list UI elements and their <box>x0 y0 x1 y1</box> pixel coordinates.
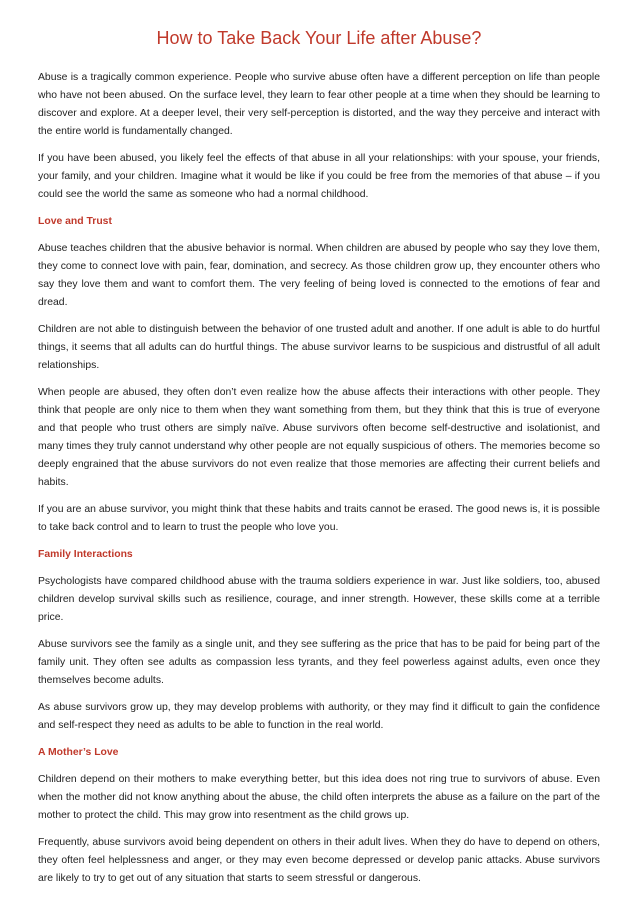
paragraph-family-1: Psychologists have compared childhood abuse with the trauma soldiers experience in war. Just like soldiers, too, abused children develop survival skills such as resilience, courage, and inner strength. However, these skills come at a terrible price. <box>38 576 600 623</box>
paragraph-love-3: When people are abused, they often don’t even realize how the abuse affects their interactions with other people. They think that people are only nice to them when they want something from them, but they think that this is true of everyone and that people who trust others are simply naïve. Abuse survivors often become self-destructive and isolationist, and many times they truly cannot understand why other people are not equally suspicious of others. The memories become so deeply engrained that the abuse survivors do not even realize that those memories are affecting their current beliefs and habits. <box>38 387 600 488</box>
page-title: How to Take Back Your Life after Abuse? <box>156 28 482 48</box>
section-heading-family-interactions: Family Interactions <box>38 549 133 560</box>
paragraph-love-2: Children are not able to distinguish between the behavior of one trusted adult and another. If one adult is able to do hurtful things, it seems that all adults can do hurtful things. The abuse survivor learns to be suspicious and distrustful of all adult relationships. <box>38 324 600 371</box>
paragraph-mother-2: Frequently, abuse survivors avoid being dependent on others in their adult lives. When they do have to depend on others, they often feel helplessness and anger, or they may even become depressed or develop panic attacks. Abuse survivors are likely to try to get out of any situation that starts to seem stressful or dangerous. <box>38 837 600 884</box>
paragraph-love-1: Abuse teaches children that the abusive behavior is normal. When children are abused by people who say they love them, they come to connect love with pain, fear, domination, and secrecy. As those children grow up, they encounter others who say they love them and want to comfort them. The very feeling of being loved is connected to the emotions of fear and dread. <box>38 243 600 308</box>
paragraph-love-4: If you are an abuse survivor, you might think that these habits and traits cannot be erased. The good news is, it is possible to take back control and to learn to trust the people who love you. <box>38 504 600 533</box>
paragraph-intro-2: If you have been abused, you likely feel the effects of that abuse in all your relationships: with your spouse, your friends, your family, and your children. Imagine what it would be like if you could be free from the memories of that abuse – if you could see the world the same as someone who had a normal childhood. <box>38 153 600 200</box>
paragraph-intro-1: Abuse is a tragically common experience. People who survive abuse often have a different perception on life than people who have not been abused. On the surface level, they learn to fear other people at a time when they should be learning to discover and explore. At a deeper level, their very self-perception is distorted, and the way they perceive and interact with the entire world is fundamentally changed. <box>38 72 600 137</box>
paragraph-family-3: As abuse survivors grow up, they may develop problems with authority, or they may find it difficult to gain the confidence and self-respect they need as adults to be able to function in the real world. <box>38 702 600 731</box>
paragraph-family-2: Abuse survivors see the family as a single unit, and they see suffering as the price that has to be paid for being part of the family unit. They often see adults as compassion less tyrants, and they feel powerless against adults, even once they themselves become adults. <box>38 639 600 686</box>
document-page <box>38 26 600 897</box>
paragraph-mother-1: Children depend on their mothers to make everything better, but this idea does not ring true to survivors of abuse. Even when the mother did not know anything about the abuse, the child often interprets the abuse as a failure on the part of the mother to protect the child. This may grow into resentment as the child grows up. <box>38 774 600 821</box>
section-heading-love-and-trust: Love and Trust <box>38 216 112 227</box>
section-heading-a-mothers-love: A Mother’s Love <box>38 747 119 758</box>
